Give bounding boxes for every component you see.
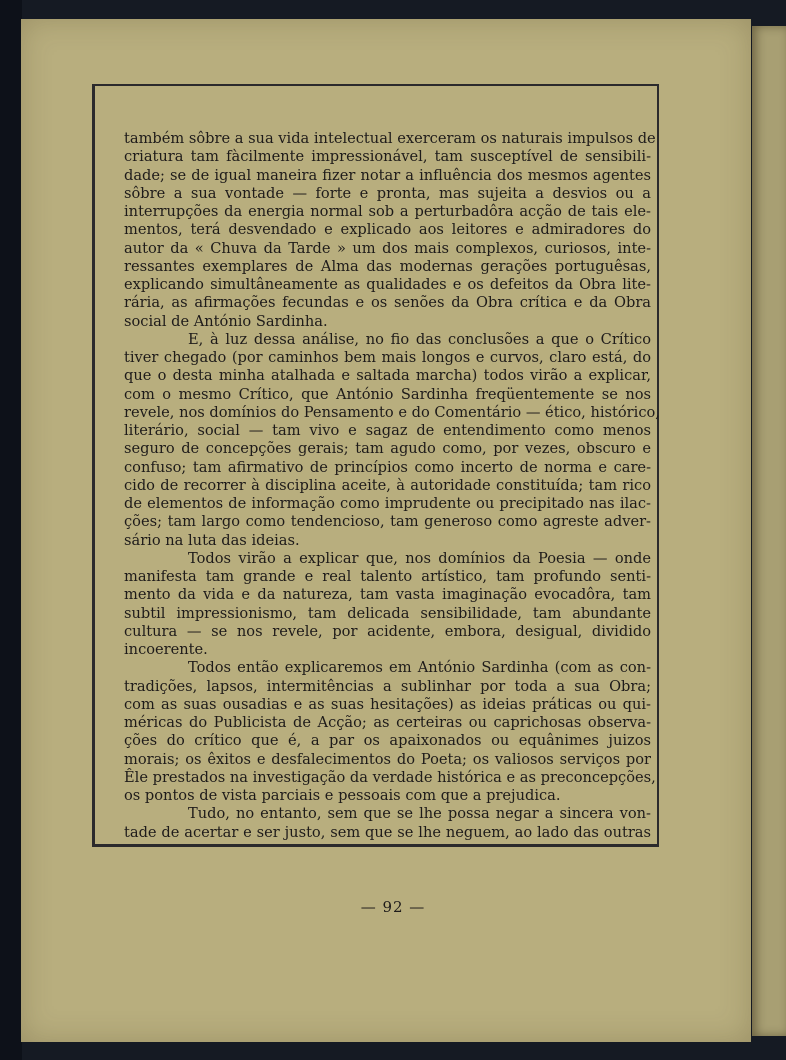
page-number: — 92 — xyxy=(360,898,426,916)
text-line: sário na luta das ideias. xyxy=(124,531,300,549)
text-line: de elementos de informação como imprudente ou precipitado nas ilac- xyxy=(124,495,651,512)
text-line: autor da « Chuva da Tarde » um dos mais complexos, curiosos, inte- xyxy=(124,239,651,257)
text-line: revele, nos domínios do Pensamento e do Comentário — ético, histórico, xyxy=(124,403,660,421)
text-line: ressantes exemplares de Alma das modernas gerações portuguêsas, xyxy=(124,257,651,275)
text-line: com o mesmo Crítico, que António Sardinha freqüentemente se nos xyxy=(124,385,651,403)
text-line: seguro de concepções gerais; tam agudo como, por vezes, obscuro e xyxy=(124,440,651,458)
paragraph-first-line: Tudo, no entanto, sem que se lhe possa negar a sincera von- xyxy=(188,805,651,823)
text-line: cultura — se nos revele, por acidente, embora, desigual, dividido xyxy=(124,622,651,640)
paragraph-first-line: E, à luz dessa análise, no fio das conclusões a que o Crítico xyxy=(188,330,651,348)
text-line: literário, social — tam vivo e sagaz de entendimento como menos xyxy=(124,422,651,439)
text-line: Êle prestados na investigação da verdade histórica e as preconcepções, xyxy=(124,768,656,786)
text-line: mento da vida e da natureza, tam vasta imaginação evocadôra, tam xyxy=(124,586,651,604)
text-line: mentos, terá desvendado e explicado aos leitores e admiradores do xyxy=(124,221,651,239)
body-text xyxy=(124,130,660,842)
text-line: tradições, lapsos, intermitências a sublinhar por toda a sua Obra; xyxy=(124,677,651,695)
text-line: tiver chegado (por caminhos bem mais longos e curvos, claro está, do xyxy=(124,349,651,366)
paragraph-first-line: Todos virão a explicar que, nos domínios da Poesia — onde xyxy=(188,549,651,567)
text-line: explicando simultâneamente as qualidades e os defeitos da Obra lite- xyxy=(124,276,651,293)
text-line: dade; se de igual maneira fizer notar a influência dos mesmos agentes xyxy=(124,166,651,184)
text-line: morais; os êxitos e desfalecimentos do Poeta; os valiosos serviços por xyxy=(124,750,651,768)
text-line: social de António Sardinha. xyxy=(124,312,328,330)
text-line: sôbre a sua vontade — forte e pronta, mas sujeita a desvios ou a xyxy=(124,184,651,202)
text-line: que o desta minha atalhada e saltada marcha) todos virão a explicar, xyxy=(124,367,651,385)
text-line: manifesta tam grande e real talento artístico, tam profundo senti- xyxy=(124,568,651,585)
text-line: cido de recorrer à disciplina aceite, à autoridade constituída; tam rico xyxy=(124,476,651,494)
text-line: méricas do Publicista de Acção; as certeiras ou caprichosas observa- xyxy=(124,714,651,731)
text-line: rária, as afirmações fecundas e os senões da Obra crítica e da Obra xyxy=(124,294,651,312)
paragraph-first-line: Todos então explicaremos em António Sardinha (com as con- xyxy=(188,659,651,677)
text-line: confuso; tam afirmativo de princípios como incerto de norma e care- xyxy=(124,458,651,476)
text-line: também sôbre a sua vida intelectual exerceram os naturais impulsos de xyxy=(124,130,656,147)
text-line: criatura tam fàcilmente impressionável, tam susceptível de sensibili- xyxy=(124,148,651,166)
text-line: ções do crítico que é, a par os apaixonados ou equânimes juizos xyxy=(124,732,651,750)
text-line: ções; tam largo como tendencioso, tam generoso como agreste adver- xyxy=(124,513,651,531)
adjacent-page-edge xyxy=(752,26,786,1036)
text-line: tade de acertar e ser justo, sem que se lhe neguem, ao lado das outras xyxy=(124,823,651,841)
text-line: com as suas ousadias e as suas hesitações) as ideias práticas ou qui- xyxy=(124,695,651,713)
text-line: interrupções da energia normal sob a perturbadôra acção de tais ele- xyxy=(124,203,651,220)
text-line: os pontos de vista parciais e pessoais com que a prejudica. xyxy=(124,787,561,804)
text-line: subtil impressionismo, tam delicada sensibilidade, tam abundante xyxy=(124,604,651,622)
text-line: incoerente. xyxy=(124,641,208,658)
